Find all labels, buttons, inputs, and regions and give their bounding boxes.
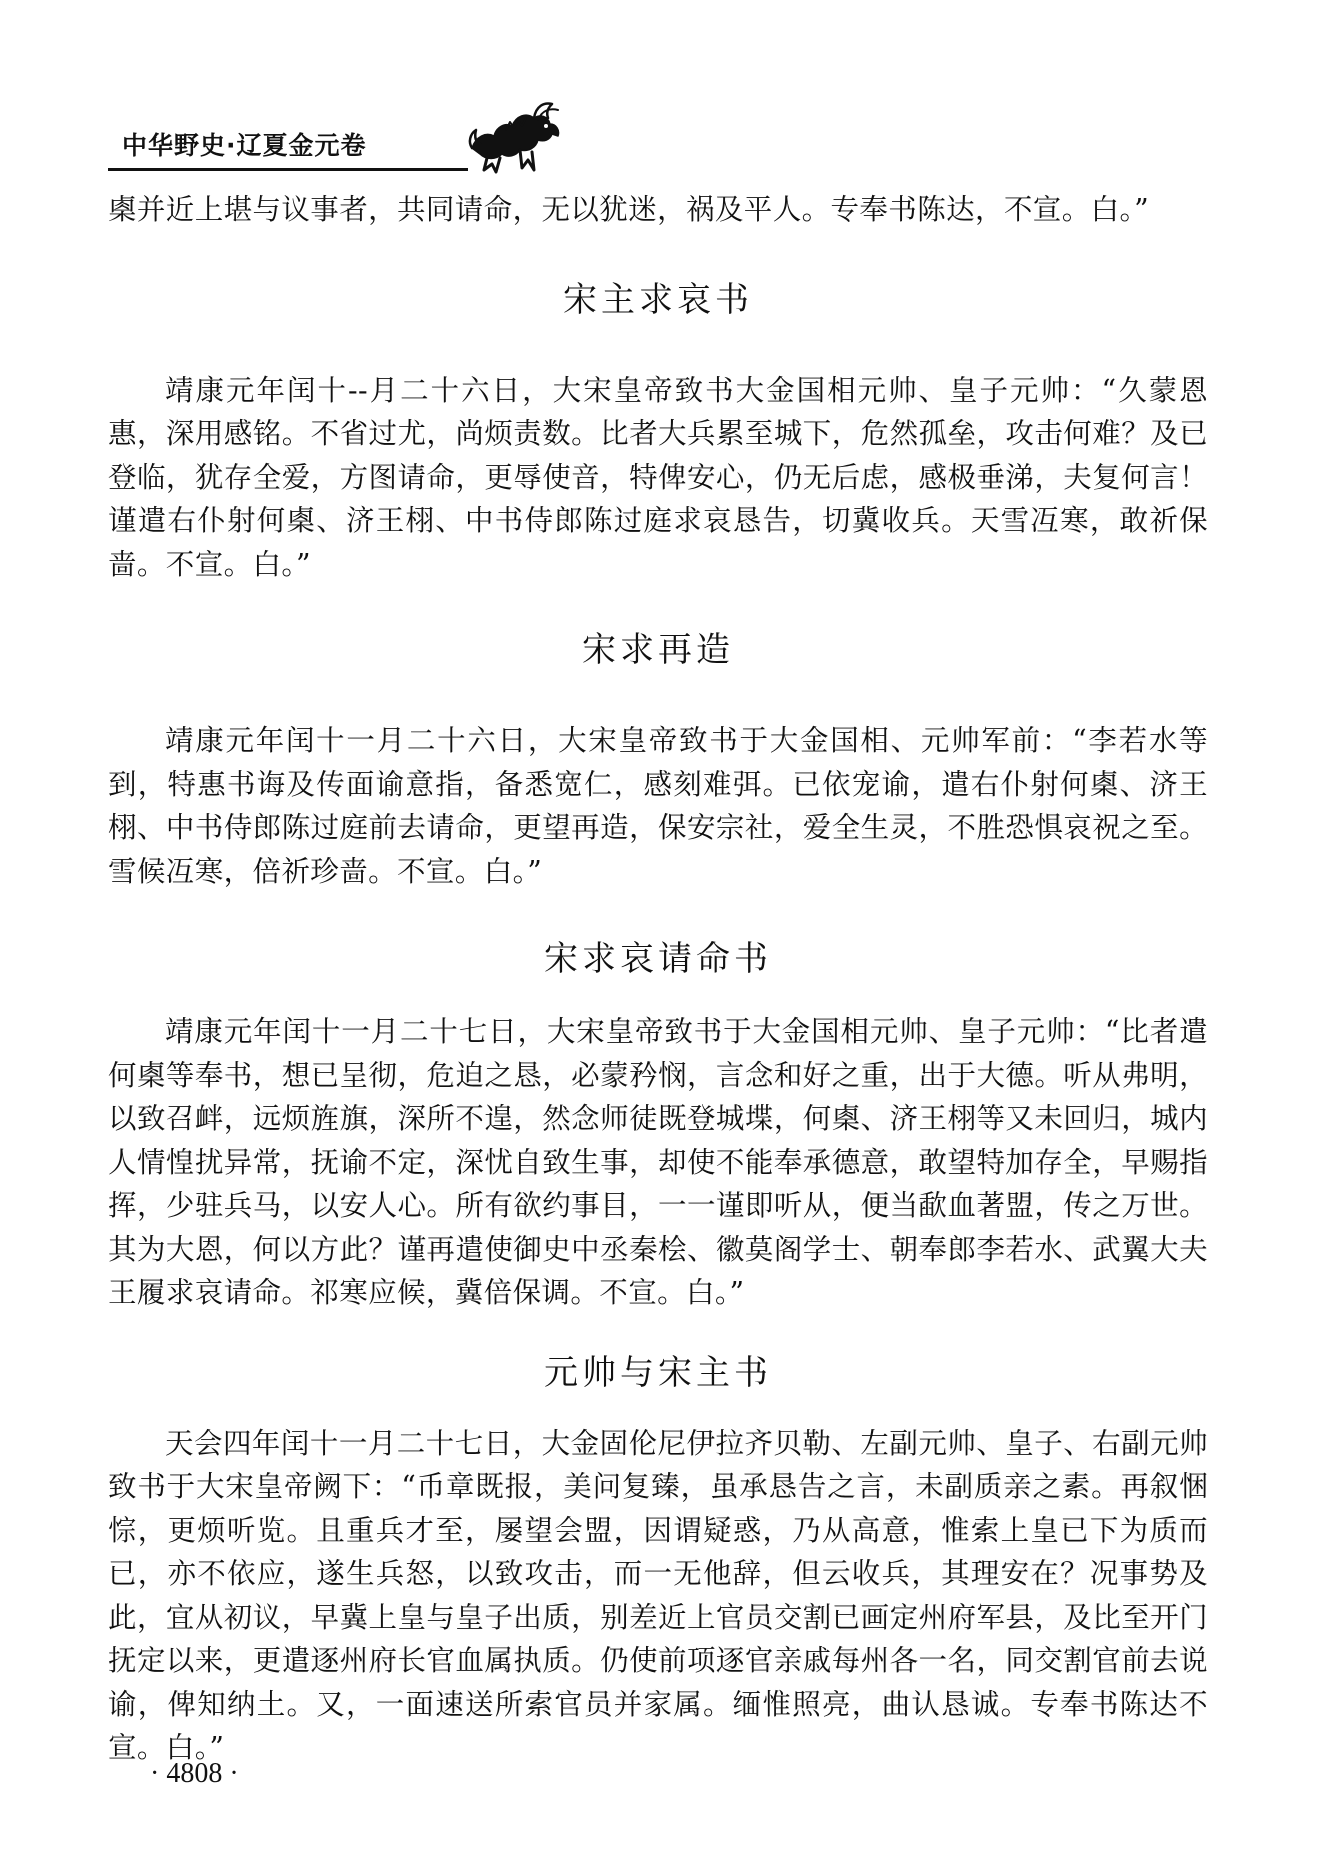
dragon-emblem-icon — [466, 96, 566, 178]
section-title-2: 宋求再造 — [582, 630, 734, 670]
section-title-4: 元帅与宋主书 — [544, 1352, 772, 1393]
section-body-3: 靖康元年闰十一月二十七日，大宋皇帝致书于大金国相元帅、皇子元帅：“比者遣何㮚等奉书，想已呈彻，危迫之恳，必蒙矜悯，言念和好之重，出于大德。听从弗明，以致召衅，远烦旌旗，深所不遑，然念师徒既登城堞，何㮚、济王栩等又未回归，城内人情惶扰异常，抚谕不定，深忧自致生事，却使不能奉承德意，敢望特加存全，早赐指挥，少驻兵马，以安人心。所有欲约事目，一一谨即听从，便当歃血著盟，传之万世。其为大恩，何以方此？谨再遣使御史中丞秦桧、徽莫阁学士、朝奉郎李若水、武翼大夫王履求哀请命。祁寒应候，冀倍保调。不宣。白。” — [108, 1015, 1208, 1309]
section-title-1: 宋主求哀书 — [563, 279, 753, 320]
running-header — [108, 96, 1208, 176]
page-number: · 4808 · — [150, 1758, 239, 1789]
section-body-1: 靖康元年闰十--月二十六日，大宋皇帝致书大金国相元帅、皇子元帅：“久蒙恩惠，深用感铭。不省过尤，尚烦责数。比者大兵累至城下，危然孤垒，攻击何难？及已登临，犹存全爱，方图请命，更辱使音，特俾安心，仍无后虑，感极垂涕，夫复何言！谨遣右仆射何㮚、济王栩、中书侍郎陈过庭求哀恳告，切冀收兵。天雪冱寒，敢祈保啬。不宣。白。” — [108, 373, 1208, 581]
header-rule — [108, 168, 468, 171]
section-body-4: 天会四年闰十一月二十七日，大金固伦尼伊拉齐贝勒、左副元帅、皇子、右副元帅致书于大宋皇帝阙下：“币章既报，美问复臻，虽承恳告之言，未副质亲之素。再叙悃悰，更烦听览。且重兵才至，屡望会盟，因谓疑惑，乃从高意，惟索上皇已下为质而已，亦不依应，遂生兵怒，以致攻击，而一无他辞，但云收兵，其理安在？况事势及此，宜从初议，早冀上皇与皇子出质，别差近上官员交割已画定州府军县，及比至开门抚定以来，更遣逐州府长官血属执质。仍使前项逐官亲戚每州各一名，同交割官前去说谕，俾知纳土。又，一面速送所索官员并家属。缅惟照亮，曲认恳诚。专奉书陈达不宣。白。” — [108, 1426, 1208, 1764]
page-body — [108, 188, 1208, 1770]
book-title: 中华野史·辽夏金元卷 — [122, 131, 367, 160]
continuation-paragraph: 㮚并近上堪与议事者，共同请命，无以犹迷，祸及平人。专奉书陈达，不宣。白。” — [108, 193, 1150, 226]
section-body-2: 靖康元年闰十一月二十六日，大宋皇帝致书于大金国相、元帅军前：“李若水等到，特惠书诲及传面谕意指，备悉宽仁，感刻难弭。已依宠谕，遣右仆射何㮚、济王栩、中书侍郎陈过庭前去请命，更望再造，保安宗社，爱全生灵，不胜恐惧哀祝之至。雪候冱寒，倍祈珍啬。不宣。白。” — [108, 724, 1208, 888]
section-title-3: 宋求哀请命书 — [544, 939, 772, 979]
